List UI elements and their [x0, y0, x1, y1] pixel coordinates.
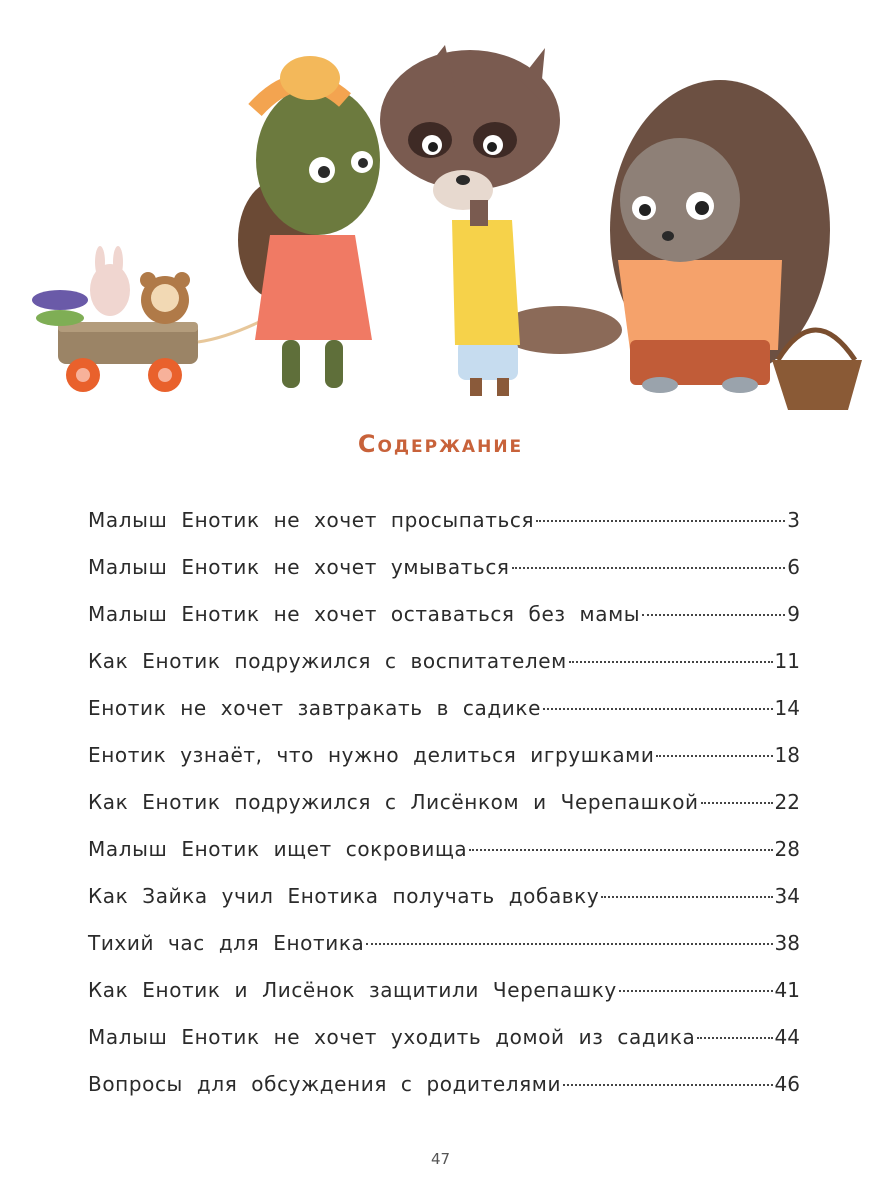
page-title: Содержание [357, 430, 524, 458]
toc-entry-title: Енотик не хочет завтракать в садике [88, 696, 541, 720]
toc-entry-page: 38 [774, 931, 800, 955]
toc-entry-page: 6 [787, 555, 800, 579]
toc-entry-title: Малыш Енотик не хочет просыпаться [88, 508, 535, 532]
dot-leader [619, 990, 773, 992]
toc-entry-page: 11 [774, 649, 800, 673]
toc-entry-page: 34 [774, 884, 800, 908]
toc-entry-page: 14 [774, 696, 800, 720]
toc-entry-title: Как Енотик подружился с Лисёнком и Черепашкой [88, 790, 699, 814]
page-number: 47 [430, 1150, 451, 1168]
toc-entry-page: 9 [787, 602, 800, 626]
turtle-character-image [238, 56, 380, 388]
toc-entry-title: Малыш Енотик не хочет умываться [88, 555, 510, 579]
toc-entry-title: Малыш Енотик ищет сокровища [88, 837, 468, 861]
toc-entry-title: Вопросы для обсуждения с родителями [88, 1072, 562, 1096]
toc-entry-page: 3 [787, 508, 800, 532]
dot-leader [366, 943, 772, 945]
dot-leader [601, 896, 772, 898]
dot-leader [469, 849, 772, 851]
toc-entry [88, 790, 800, 837]
toc-entry [88, 696, 800, 743]
toc-entry [88, 1025, 800, 1072]
toc-entry-page: 22 [774, 790, 800, 814]
toc-entry [88, 508, 800, 555]
table-of-contents [88, 508, 800, 1119]
toc-entry [88, 743, 800, 790]
toc-entry-title: Малыш Енотик не хочет уходить домой из садика [88, 1025, 696, 1049]
toc-entry [88, 884, 800, 931]
toc-entry [88, 931, 800, 978]
toc-entry-title: Как Зайка учил Енотика получать добавку [88, 884, 600, 908]
toc-entry-page: 41 [774, 978, 800, 1002]
toc-entry-title: Как Енотик подружился с воспитателем [88, 649, 567, 673]
toc-entry [88, 602, 800, 649]
dot-leader [656, 755, 772, 757]
toc-entry-title: Как Енотик и Лисёнок защитили Черепашку [88, 978, 617, 1002]
toc-entry [88, 978, 800, 1025]
dot-leader [543, 708, 773, 710]
characters-illustration [0, 0, 881, 420]
dot-leader [697, 1037, 772, 1039]
toc-entry [88, 555, 800, 602]
hedgehog-character-image [610, 80, 862, 410]
toc-entry-page: 18 [774, 743, 800, 767]
dot-leader [512, 567, 786, 569]
toc-entry [88, 837, 800, 884]
dot-leader [536, 520, 785, 522]
toc-entry-title: Енотик узнаёт, что нужно делиться игрушками [88, 743, 655, 767]
dot-leader [563, 1084, 772, 1086]
dot-leader [642, 614, 785, 616]
toc-entry-page: 44 [774, 1025, 800, 1049]
toc-entry-title: Малыш Енотик не хочет оставаться без мамы [88, 602, 641, 626]
dot-leader [701, 802, 773, 804]
raccoon-character-image [380, 45, 622, 396]
toc-entry-page: 46 [774, 1072, 800, 1096]
toc-entry [88, 1072, 800, 1119]
toc-entry-page: 28 [774, 837, 800, 861]
toc-entry [88, 649, 800, 696]
toc-entry-title: Тихий час для Енотика [88, 931, 365, 955]
dot-leader [569, 661, 773, 663]
